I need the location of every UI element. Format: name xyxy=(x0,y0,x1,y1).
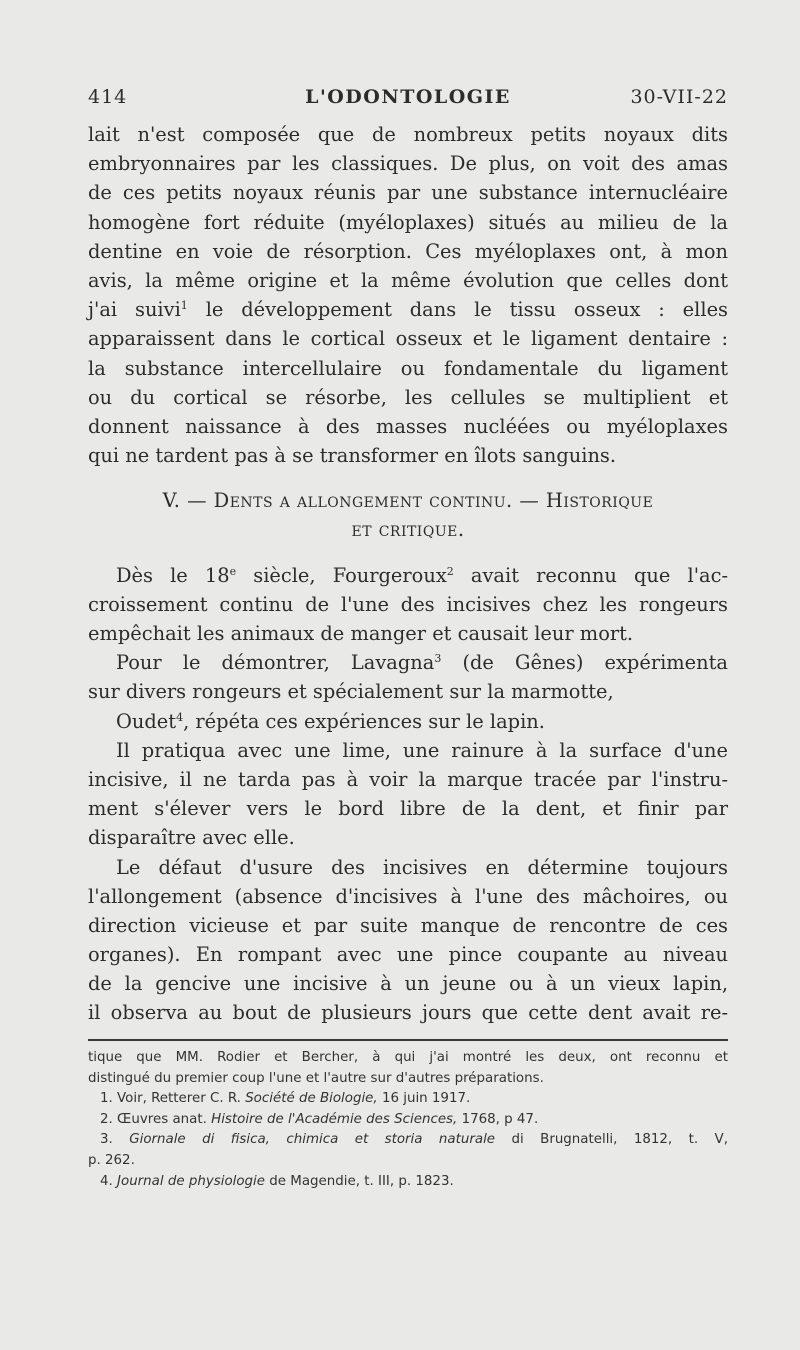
text-line: apparaissent dans le cortical osseux et le ligament dentaire : xyxy=(88,327,728,351)
footnote-2 xyxy=(88,1110,728,1131)
section-title: V. — Dents a allongement continu. — Historique xyxy=(162,489,654,513)
text-line xyxy=(88,648,728,677)
text-line: organes). En rompant avec une pince coupante au niveau xyxy=(88,943,728,967)
text-line: lait n'est composée que de nombreux petits noyaux dits xyxy=(88,123,728,146)
text-line: direction vicieuse et par suite manque de rencontre de ces xyxy=(88,913,728,937)
text-fragment: le développement dans le tissu osseux : elles xyxy=(205,298,728,322)
footnote-text: 1. Voir, Retterer C. R. xyxy=(100,1091,241,1107)
text-fragment: (de Gênes) expérimenta xyxy=(462,651,728,675)
footnote-line: tique que MM. Rodier et Bercher, à qui j'ai montré les deux, ont reconnu et xyxy=(88,1050,728,1065)
footnote-3 xyxy=(88,1130,728,1151)
footnotes xyxy=(88,1048,728,1192)
section-title-continued: et critique. xyxy=(351,518,465,542)
text-line xyxy=(88,295,728,324)
text-line: avis, la même origine et la même évolution que celles dont xyxy=(88,268,728,292)
text-fragment: Pour le démontrer, Lavagna xyxy=(116,651,435,675)
text-line: empêchait les animaux de manger et causait leur mort. xyxy=(88,622,634,645)
text-line: de ces petits noyaux réunis par une substance internucléaire xyxy=(88,181,728,205)
text-fragment: avait reconnu que l'ac- xyxy=(470,563,729,587)
text-line: embryonnaires par les classiques. De plus, on voit des amas xyxy=(88,152,728,176)
main-text xyxy=(88,120,728,1028)
text-fragment: Oudet xyxy=(116,709,177,733)
issue-date: 30-VII-22 xyxy=(630,86,728,108)
footnote-text: di Brugnatelli, 1812, t. V, xyxy=(511,1132,728,1148)
text-line: l'allongement (absence d'incisives à l'une des mâchoires, ou xyxy=(88,884,728,908)
footnote-ref: 4 xyxy=(176,710,184,724)
footnote-text: 1768, p 47. xyxy=(461,1111,539,1127)
footnote-ref: 2 xyxy=(446,564,454,578)
footnote-line: distingué du premier coup l'une et l'autre sur d'autres préparations. xyxy=(88,1070,544,1086)
text-line: sur divers rongeurs et spécialement sur la marmotte, xyxy=(88,680,614,704)
footnote-ref: 1 xyxy=(180,299,188,313)
footnote-divider xyxy=(88,1039,728,1041)
text-line: disparaître avec elle. xyxy=(88,826,295,850)
text-line: la substance intercellulaire ou fondamentale du ligament xyxy=(88,356,728,380)
text-line xyxy=(88,707,728,736)
text-line: ment s'élever vers le bord libre de la dent, et finir par xyxy=(88,797,728,821)
footnote-title: Giornale di fisica, chimica et storia naturale xyxy=(129,1132,496,1148)
text-line: dentine en voie de résorption. Ces myéloplaxes ont, à mon xyxy=(88,239,728,263)
text-fragment: , répéta ces expériences sur le lapin. xyxy=(183,709,545,733)
footnote-text: 2. Œuvres anat. xyxy=(100,1111,207,1127)
text-line: Il pratiqua avec une lime, une rainure à la surface d'une xyxy=(116,738,728,762)
text-line: qui ne tardent pas à se transformer en îlots sanguins. xyxy=(88,444,617,468)
footnote-4 xyxy=(88,1172,728,1193)
footnote-text: 4. xyxy=(100,1173,113,1189)
footnote-3-continued: p. 262. xyxy=(88,1152,135,1168)
text-line: donnent naissance à des masses nucléées ou myéloplaxes xyxy=(88,414,728,438)
footnote-1 xyxy=(88,1089,728,1110)
footnote-text: 3. xyxy=(100,1132,113,1148)
footnote-ref: 3 xyxy=(434,652,442,666)
running-title: L'ODONTOLOGIE xyxy=(305,86,511,108)
footnote-text: 16 juin 1917. xyxy=(381,1091,471,1107)
footnote-title: Histoire de l'Académie des Sciences, xyxy=(211,1111,458,1127)
text-fragment: Dès le 18 xyxy=(116,563,230,587)
text-line: ou du cortical se résorbe, les cellules se multiplient et xyxy=(88,385,728,409)
text-line xyxy=(88,561,728,590)
page-number: 414 xyxy=(88,86,128,108)
text-line: homogène fort réduite (myéloplaxes) situés au milieu de la xyxy=(88,210,728,234)
text-line: de la gencive une incisive à un jeune ou à un vieux lapin, xyxy=(88,972,728,996)
superscript: e xyxy=(229,564,237,578)
text-fragment: siècle, Fourgeroux xyxy=(236,563,447,587)
running-header xyxy=(88,86,728,114)
text-line: il observa au bout de plusieurs jours que cette dent avait re- xyxy=(88,1001,728,1025)
text-line: incisive, il ne tarda pas à voir la marque tracée par l'instru- xyxy=(88,767,728,791)
footnote-title: Journal de physiologie xyxy=(117,1173,266,1189)
text-fragment: j'ai suivi xyxy=(88,298,181,322)
text-line: Le défaut d'usure des incisives en détermine toujours xyxy=(116,855,728,879)
text-line: croissement continu de l'une des incisives chez les rongeurs xyxy=(88,592,728,616)
footnote-title: Société de Biologie, xyxy=(245,1091,378,1107)
footnote-text: de Magendie, t. III, p. 1823. xyxy=(269,1173,454,1189)
